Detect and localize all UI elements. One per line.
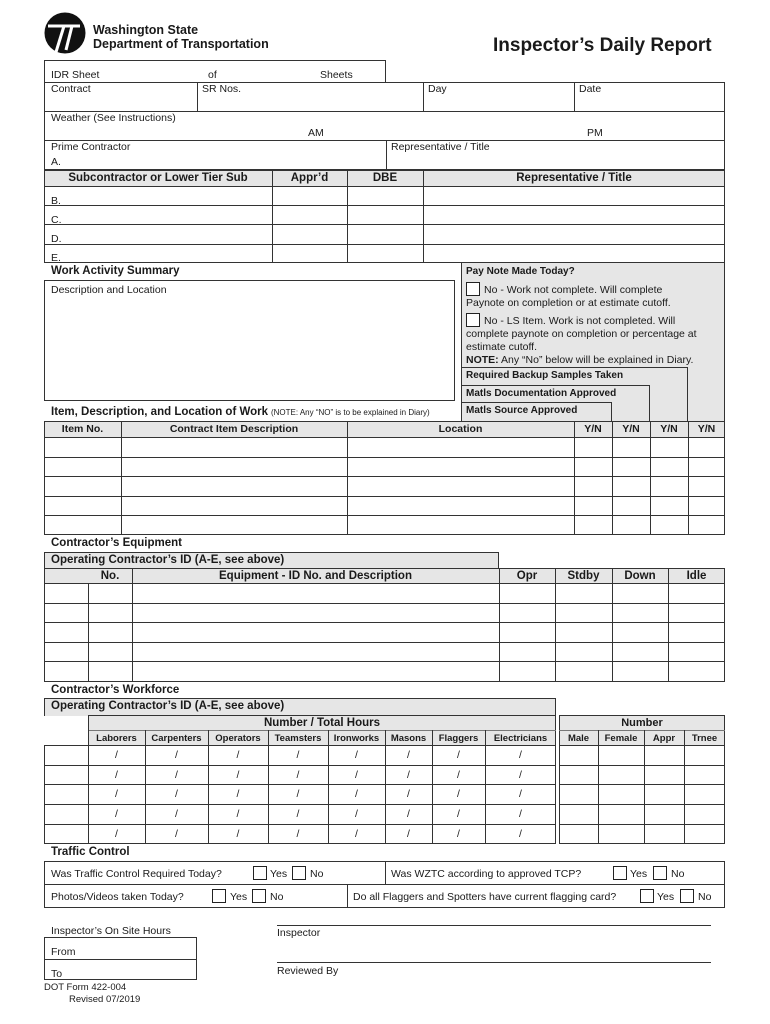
hours-slash: /	[296, 788, 300, 800]
traffic-q1-no-checkbox[interactable]	[292, 866, 306, 880]
equipment-table	[44, 583, 725, 682]
traffic-q3-no-checkbox[interactable]	[252, 889, 266, 903]
weather-field[interactable]: Weather (See Instructions)	[51, 112, 176, 124]
work-description-area[interactable]	[44, 280, 455, 401]
traffic-q2-no-checkbox[interactable]	[653, 866, 667, 880]
equipment-col-no: No.	[100, 570, 120, 582]
am-label: AM	[308, 127, 324, 139]
paynote-option2-line3: estimate cutoff.	[466, 341, 538, 353]
traffic-q1-yes-label: Yes	[270, 868, 288, 880]
hours-slash: /	[407, 828, 410, 840]
hours-slash: /	[457, 749, 460, 761]
traffic-q1-yes-checkbox[interactable]	[253, 866, 267, 880]
trade-carpenters: Carpenters	[151, 733, 202, 744]
onsite-hours-label: Inspector’s On Site Hours	[51, 925, 171, 937]
page-title: Inspector’s Daily Report	[493, 35, 712, 56]
sheets-label: Sheets	[320, 69, 353, 81]
hours-slash: /	[236, 769, 240, 781]
hours-slash: /	[175, 828, 178, 840]
traffic-q4-no-checkbox[interactable]	[680, 889, 694, 903]
pm-label: PM	[587, 127, 603, 139]
items-col-yn3: Y/N	[660, 423, 678, 435]
items-col-itemno: Item No.	[61, 423, 104, 435]
trade-teamsters: Teamsters	[274, 733, 322, 744]
hours-slash: /	[115, 749, 118, 761]
hours-slash: /	[296, 749, 300, 761]
sr-nos-field[interactable]: SR Nos.	[202, 83, 242, 95]
hours-slash: /	[355, 808, 358, 820]
trade-masons: Masons	[390, 733, 427, 744]
hours-slash: /	[236, 749, 240, 761]
description-label: Description and Location	[51, 284, 167, 296]
hours-slash: /	[519, 788, 522, 800]
hours-slash: /	[407, 749, 410, 761]
items-col-desc: Contract Item Description	[169, 423, 299, 435]
hours-slash: /	[355, 828, 358, 840]
paynote-note: NOTE: Any “No” below will be explained in Diary.	[466, 354, 694, 366]
traffic-q3-yes-label: Yes	[230, 891, 248, 903]
equipment-opid-label: Operating Contractor’s ID (A-E, see above)	[51, 554, 285, 566]
sub-row-c[interactable]: C.	[51, 214, 62, 226]
subs-col-sub: Subcontractor or Lower Tier Sub	[68, 172, 248, 184]
number-col-trnee: Trnee	[691, 733, 718, 744]
hours-slash: /	[355, 788, 358, 800]
trade-electricians: Electricians	[493, 733, 548, 744]
row-a-label: A.	[51, 156, 61, 168]
traffic-q2-yes-label: Yes	[630, 868, 648, 880]
equipment-heading: Contractor’s Equipment	[51, 537, 182, 549]
items-heading: Item, Description, and Location of Work (NOTE: Any “NO” is to be explained in Diary)	[51, 406, 430, 418]
traffic-q4-no-label: No	[698, 891, 712, 903]
hours-slash: /	[457, 769, 460, 781]
items-col-yn2: Y/N	[622, 423, 640, 435]
hours-slash: /	[175, 769, 178, 781]
of-label: of	[208, 69, 217, 81]
traffic-q4-yes-checkbox[interactable]	[640, 889, 654, 903]
traffic-heading: Traffic Control	[51, 846, 130, 858]
paynote-option2-checkbox[interactable]	[466, 313, 480, 327]
hours-slash: /	[355, 769, 358, 781]
items-col-yn4: Y/N	[697, 423, 716, 435]
hours-slash: /	[175, 749, 178, 761]
trade-laborers: Laborers	[96, 733, 137, 744]
paynote-option2-line1: No - LS Item. Work is not completed. Will	[484, 315, 676, 327]
subs-col-dbe: DBE	[372, 172, 398, 184]
paynote-option1-checkbox[interactable]	[466, 282, 480, 296]
work-activity-heading: Work Activity Summary	[51, 265, 180, 277]
hours-slash: /	[296, 808, 300, 820]
traffic-q3-no-label: No	[270, 891, 284, 903]
pay-note-heading: Pay Note Made Today?	[466, 266, 575, 277]
matls-doc-label: Matls Documentation Approved	[466, 388, 617, 399]
hours-slash: /	[115, 828, 118, 840]
hours-slash: /	[355, 749, 358, 761]
hours-slash: /	[236, 828, 240, 840]
form-revised: Revised 07/2019	[69, 994, 141, 1005]
hours-slash: /	[115, 769, 118, 781]
items-col-yn1: Y/N	[584, 423, 602, 435]
date-field[interactable]: Date	[579, 83, 602, 95]
traffic-q4-yes-label: Yes	[657, 891, 675, 903]
trade-ironworks: Ironworks	[333, 733, 380, 744]
form-number: DOT Form 422-004	[44, 982, 127, 993]
matls-src-label: Matls Source Approved	[466, 405, 578, 416]
paynote-option2-line2: complete paynote on completion or percentage at	[466, 328, 697, 340]
items-col-location: Location	[438, 423, 483, 435]
hours-slash: /	[519, 808, 522, 820]
to-field[interactable]: To	[51, 968, 63, 980]
wsdot-logo	[44, 12, 86, 54]
traffic-q2-yes-checkbox[interactable]	[613, 866, 627, 880]
hours-slash: /	[296, 828, 300, 840]
traffic-q1: Was Traffic Control Required Today?	[51, 868, 222, 880]
subs-col-apprd: Appr’d	[290, 172, 329, 184]
hours-slash: /	[519, 749, 522, 761]
hours-slash: /	[296, 769, 300, 781]
equipment-col-down: Down	[624, 570, 656, 582]
hours-slash: /	[519, 769, 522, 781]
equipment-col-opr: Opr	[516, 570, 538, 582]
trade-operators: Operators	[215, 733, 261, 744]
day-field[interactable]: Day	[428, 83, 447, 95]
paynote-option1-line2: Paynote on completion or at estimate cutoff.	[466, 297, 671, 309]
hours-slash: /	[115, 788, 118, 800]
org-line1: Washington State	[93, 23, 199, 37]
workforce-opid-label: Operating Contractor’s ID (A-E, see above)	[51, 700, 285, 712]
traffic-q2: Was WZTC according to approved TCP?	[391, 868, 582, 880]
hours-slash: /	[457, 828, 460, 840]
hours-slash: /	[407, 769, 410, 781]
workforce-heading: Contractor’s Workforce	[51, 684, 180, 696]
subs-col-rep: Representative / Title	[516, 172, 632, 184]
workforce-number-table	[559, 745, 725, 844]
hours-slash: /	[236, 788, 240, 800]
hours-slash: /	[457, 808, 460, 820]
idr-sheet-label: IDR Sheet	[51, 69, 100, 81]
traffic-q4: Do all Flaggers and Spotters have current flagging card?	[353, 891, 617, 903]
number-col-appr: Appr	[652, 733, 676, 744]
number-col-female: Female	[604, 733, 638, 744]
equipment-col-desc: Equipment - ID No. and Description	[219, 570, 412, 582]
traffic-q1-no-label: No	[310, 868, 324, 880]
top-info-block	[44, 82, 725, 170]
trade-flaggers: Flaggers	[438, 733, 479, 744]
sub-row-b[interactable]: B.	[51, 195, 61, 207]
hours-slash: /	[407, 808, 410, 820]
req-backup-label: Required Backup Samples Taken	[466, 370, 624, 381]
prime-rep-title-field[interactable]: Representative / Title	[391, 141, 490, 153]
prime-contractor-field[interactable]: Prime Contractor	[51, 141, 131, 153]
traffic-q3: Photos/Videos taken Today?	[51, 891, 184, 903]
hours-slash: /	[115, 808, 118, 820]
reviewed-by-signature-field[interactable]: Reviewed By	[277, 965, 339, 977]
inspector-signature-field[interactable]: Inspector	[277, 927, 321, 939]
contract-field[interactable]: Contract	[51, 83, 91, 95]
hours-slash: /	[407, 788, 410, 800]
hours-slash: /	[175, 808, 178, 820]
number-heading: Number	[621, 717, 663, 729]
traffic-q2-no-label: No	[671, 868, 685, 880]
sub-row-e[interactable]: E.	[51, 252, 61, 264]
traffic-q3-yes-checkbox[interactable]	[212, 889, 226, 903]
hours-slash: /	[457, 788, 460, 800]
hours-slash: /	[519, 828, 522, 840]
hours-slash: /	[236, 808, 240, 820]
sub-row-d[interactable]: D.	[51, 233, 62, 245]
hours-heading: Number / Total Hours	[263, 717, 381, 729]
paynote-option1-line1: No - Work not complete. Will complete	[484, 284, 663, 296]
org-line2: Department of Transportation	[93, 37, 269, 51]
equipment-col-stdby: Stdby	[567, 570, 600, 582]
items-table	[44, 437, 725, 535]
from-field[interactable]: From	[51, 946, 76, 958]
hours-slash: /	[175, 788, 178, 800]
equipment-col-idle: Idle	[686, 570, 707, 582]
number-col-male: Male	[567, 733, 590, 744]
